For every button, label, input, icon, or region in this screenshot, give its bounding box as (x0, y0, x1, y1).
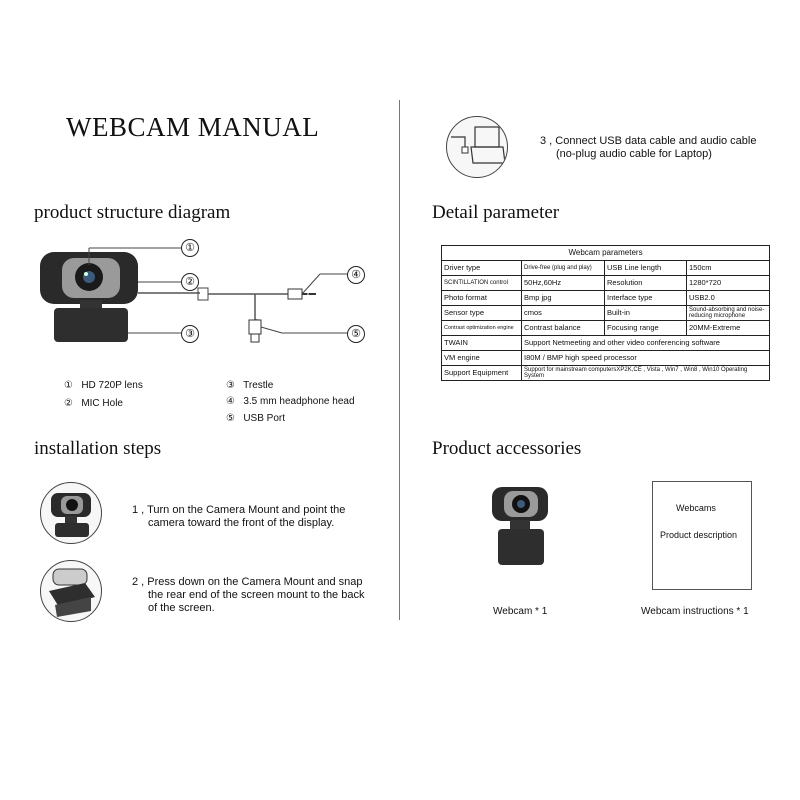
heading-detail: Detail parameter (432, 202, 560, 223)
table-header: Webcam parameters (442, 246, 770, 261)
webcam-caption: Webcam * 1 (493, 606, 548, 617)
table-row: Photo format Bmp jpg Interface type USB2.0 (442, 291, 770, 306)
table-row: Sensor type cmos Built-in Sound-absorbing and noise-reducing microphone (442, 306, 770, 321)
heading-install: installation steps (34, 438, 162, 459)
legend-item: ② MIC Hole (64, 398, 123, 409)
callout-4: ④ (347, 266, 365, 284)
table-row: TWAIN Support Netmeeting and other video conferencing software (442, 336, 770, 351)
callout-3: ③ (181, 325, 199, 343)
params-table (441, 245, 770, 381)
legend-item: ① HD 720P lens (64, 380, 143, 391)
instructions-caption: Webcam instructions * 1 (641, 606, 749, 617)
step3-image (446, 116, 508, 178)
callout-2: ② (181, 273, 199, 291)
legend-item: ④ 3.5 mm headphone head (226, 396, 355, 407)
step2-image (40, 560, 102, 622)
accessory-webcam-image (480, 485, 560, 575)
callout-5: ⑤ (347, 325, 365, 343)
table-row: Contrast optimization engine Contrast balance Focusing range 20MM-Extreme (442, 321, 770, 336)
legend-item: ③ Trestle (226, 380, 274, 391)
table-row: Support Equipment Support for mainstream computersXP2K,CE , Vista , Win7 , Win8 , Win10 Operating System (442, 366, 770, 381)
step3-text: 3 , Connect USB data cable and audio cable (no-plug audio cable for Laptop) (540, 135, 757, 160)
step2-text: 2 , Press down on the Camera Mount and snap the rear end of the screen mount to the back of the screen. (132, 576, 365, 614)
booklet-title: Webcams (676, 503, 716, 513)
heading-structure: product structure diagram (34, 202, 231, 223)
step1-image (40, 482, 102, 544)
booklet-subtitle: Product description (660, 530, 738, 540)
structure-diagram (30, 230, 390, 360)
table-header-row (442, 246, 770, 261)
step1-text: 1 , Turn on the Camera Mount and point the camera toward the front of the display. (132, 504, 346, 529)
table-row: SCINTILLATION control 50Hz,60Hz Resolution 1280*720 (442, 276, 770, 291)
callout-1: ① (181, 239, 199, 257)
page-title: WEBCAM MANUAL (66, 112, 320, 142)
table-row: Driver type Drive-free (plug and play) USB Line length 150cm (442, 261, 770, 276)
legend-item: ⑤ USB Port (226, 413, 285, 424)
heading-accessories: Product accessories (432, 438, 582, 459)
table-row: VM engine I80M / BMP high speed processor (442, 351, 770, 366)
trestle (54, 308, 128, 342)
column-divider (399, 100, 400, 620)
